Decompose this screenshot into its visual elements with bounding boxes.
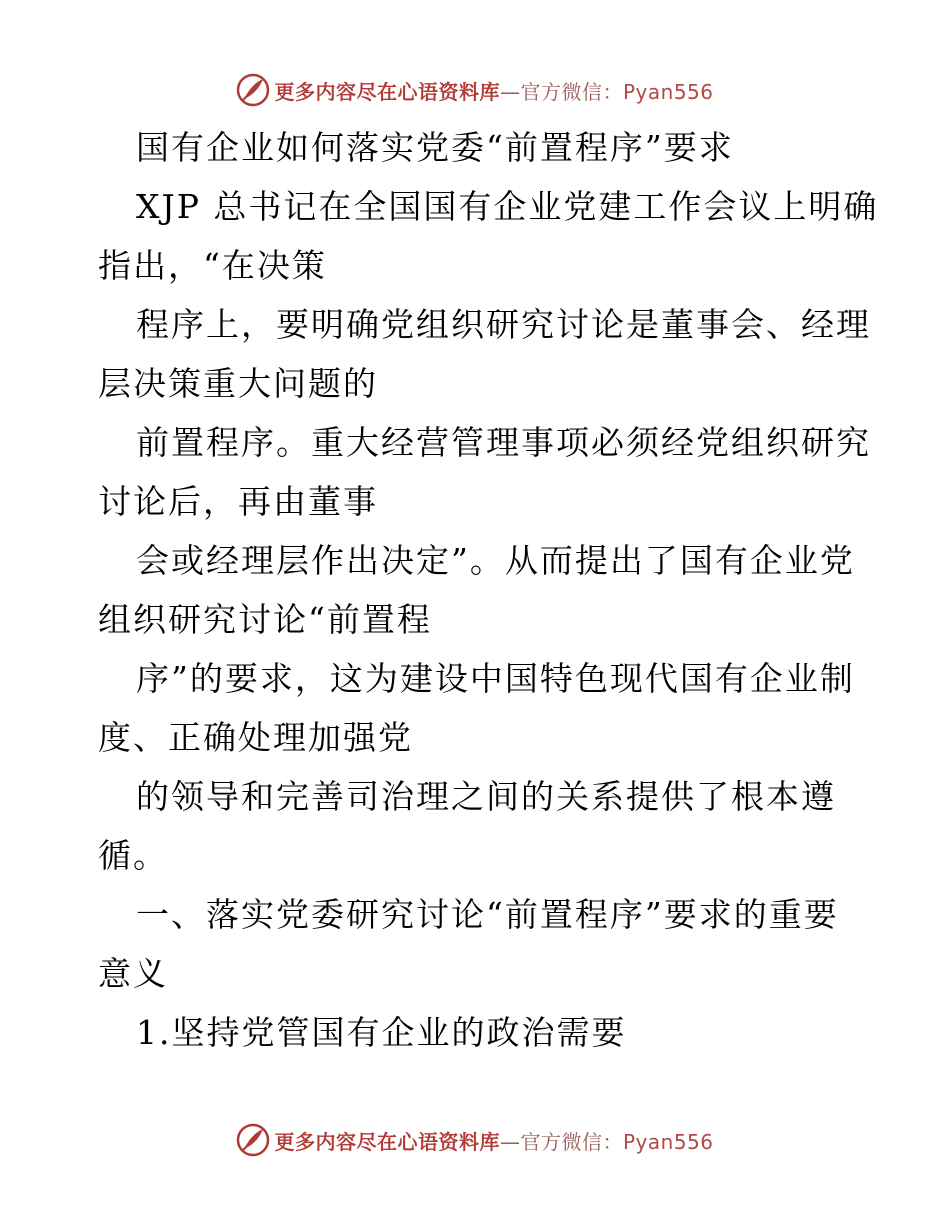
paragraph-line: 度、正确处理加强党 — [98, 718, 413, 757]
paragraph-line: 序”的要求，这为建设中国特色现代国有企业制 — [136, 659, 855, 698]
paragraph-line: 会或经理层作出决定”。从而提出了国有企业党 — [136, 541, 855, 580]
document-title: 国有企业如何落实党委“前置程序”要求 — [136, 128, 734, 167]
watermark-text — [274, 76, 713, 105]
paragraph-line: 指出，“在决策 — [98, 246, 327, 285]
paragraph-line: 前置程序。重大经营管理事项必须经党组织研究 — [136, 423, 871, 462]
watermark-wechat-id: Pyan556 — [622, 1129, 714, 1154]
paragraph-line: 的领导和完善司治理之间的关系提供了根本遵 — [136, 777, 836, 816]
feather-quill-icon — [236, 1123, 270, 1157]
paragraph-line: 讨论后，再由董事 — [98, 482, 378, 521]
document-body — [98, 118, 879, 1062]
section-heading: 一、落实党委研究讨论“前置程序”要求的重要 — [136, 895, 839, 934]
paragraph-line: XJP 总书记在全国国有企业党建工作会议上明确 — [136, 187, 879, 226]
footer-watermark — [0, 1120, 950, 1160]
watermark-text — [274, 1126, 713, 1155]
watermark-main-text: 更多内容尽在心语资料库 — [274, 1129, 500, 1154]
watermark-wechat-label: 官方微信： — [520, 79, 623, 104]
header-watermark — [0, 70, 950, 110]
paragraph-line: 组织研究讨论“前置程 — [98, 600, 432, 639]
paragraph-line: 循。 — [98, 836, 168, 875]
watermark-separator: — — [499, 1129, 521, 1154]
section-heading-continuation: 意义 — [98, 954, 168, 993]
subsection-heading: 1.坚持党管国有企业的政治需要 — [136, 1013, 627, 1052]
paragraph-line: 层决策重大问题的 — [98, 364, 378, 403]
feather-quill-icon — [236, 73, 270, 107]
paragraph-line: 程序上，要明确党组织研究讨论是董事会、经理 — [136, 305, 871, 344]
watermark-wechat-id: Pyan556 — [622, 79, 714, 104]
watermark-main-text: 更多内容尽在心语资料库 — [274, 79, 500, 104]
watermark-wechat-label: 官方微信： — [520, 1129, 623, 1154]
watermark-separator: — — [499, 79, 521, 104]
